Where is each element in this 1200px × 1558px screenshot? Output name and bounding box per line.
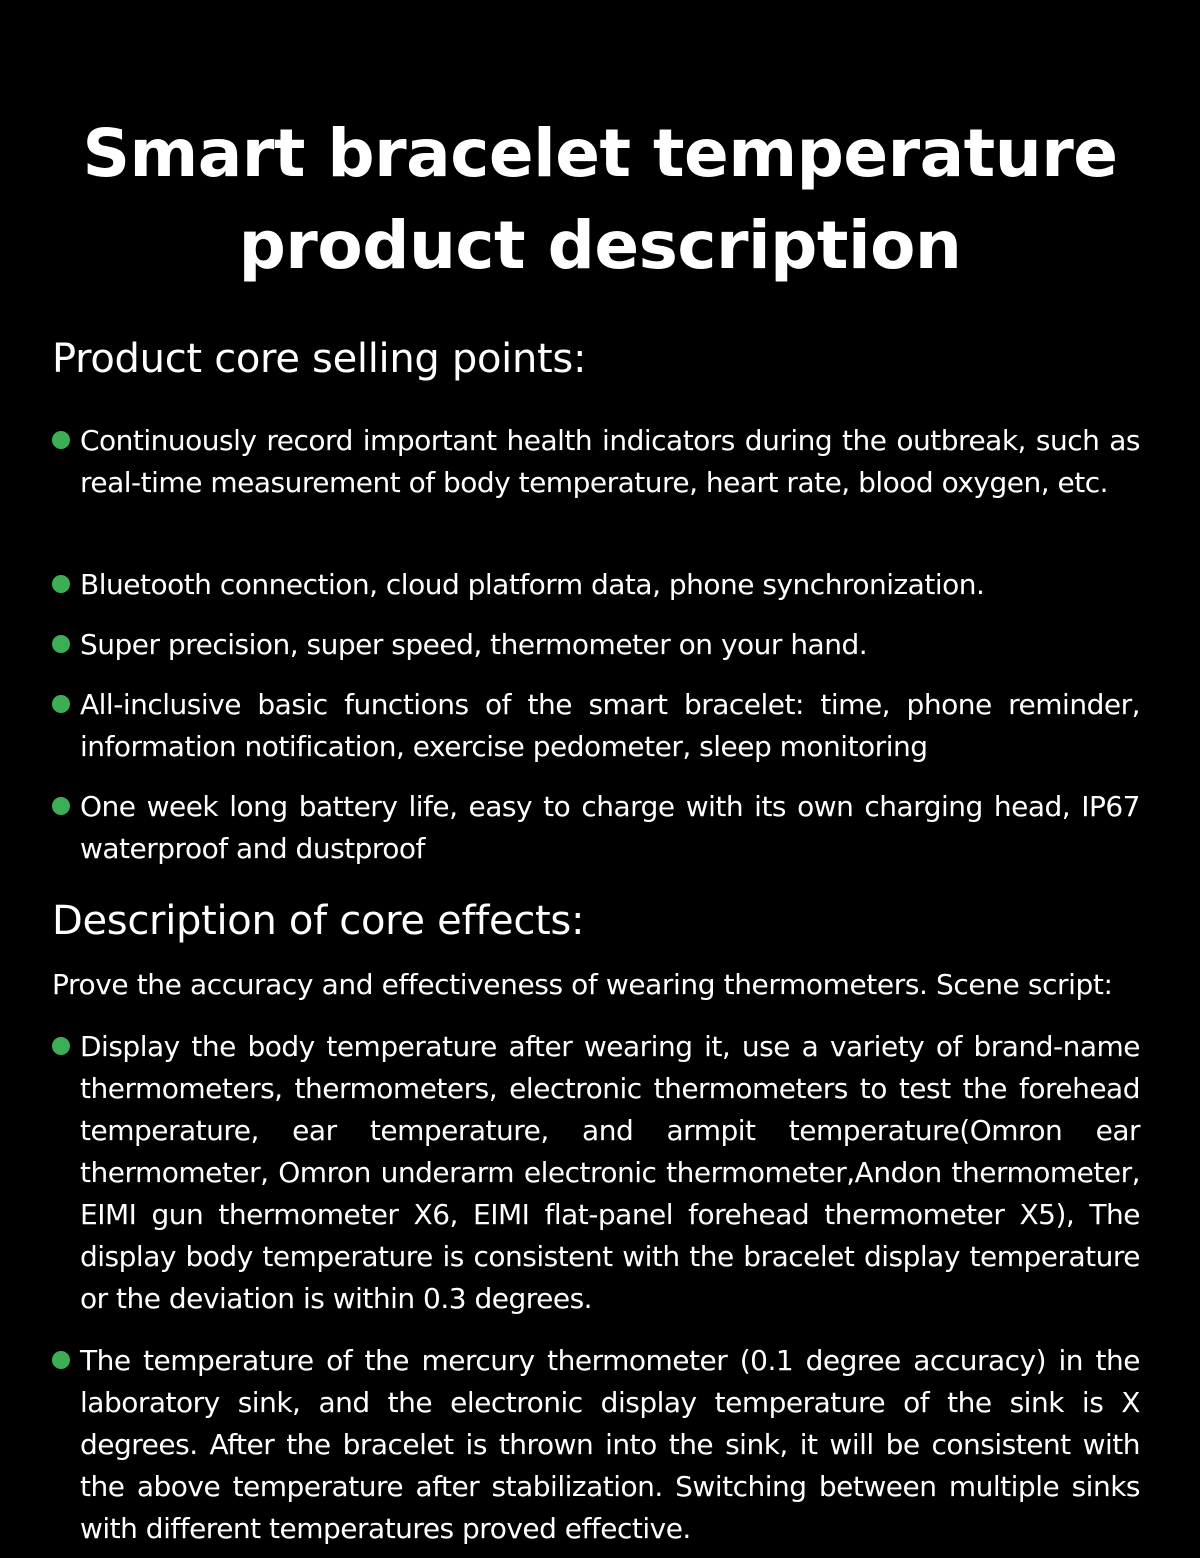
core-effect-item	[52, 1340, 1140, 1550]
section-heading-core-effects: Description of core effects:	[52, 898, 585, 944]
bullet-dot-icon	[52, 1351, 70, 1369]
bullet-dot-icon	[52, 797, 70, 815]
page-title-line-1: Smart bracelet temperature	[82, 115, 1118, 192]
selling-point-text: Bluetooth connection, cloud platform data, phone synchronization.	[80, 568, 985, 601]
selling-point-text: One week long battery life, easy to charge with its own charging head, IP67 waterproof and dustproof	[80, 790, 1140, 865]
bullet-dot-icon	[52, 1037, 70, 1055]
bullet-dot-icon	[52, 431, 70, 449]
core-effect-text: The temperature of the mercury thermometer (0.1 degree accuracy) in the laboratory sink, and the electronic display temperature of the sink is X degrees. After the bracelet is thrown into the sink, it will be consistent with the above temperature after stabilization. Switching between multiple sinks with different temperatures proved effective.	[80, 1344, 1140, 1545]
section-heading-selling-points: Product core selling points:	[52, 336, 587, 382]
page-title	[0, 108, 1200, 292]
selling-point-item	[52, 684, 1140, 768]
selling-point-text: All-inclusive basic functions of the smart bracelet: time, phone reminder, information notification, exercise pedometer, sleep monitoring	[80, 688, 1140, 763]
selling-point-item	[52, 564, 1140, 606]
core-effect-text: Display the body temperature after wearing it, use a variety of brand-name thermometers, thermometers, electronic thermometers to test the forehead temperature, ear temperature, and armpit temperature(Omron ear thermometer, Omron underarm electronic thermometer,Andon thermometer, EIMI gun thermometer X6, EIMI flat-panel forehead thermometer X5), The display body temperature is consistent with the bracelet display temperature or the deviation is within 0.3 degrees.	[80, 1030, 1140, 1315]
page-title-line-2: product description	[238, 207, 962, 284]
core-effect-item	[52, 1026, 1140, 1320]
bullet-dot-icon	[52, 695, 70, 713]
selling-point-text: Super precision, super speed, thermometer on your hand.	[80, 628, 868, 661]
selling-point-item	[52, 420, 1140, 504]
selling-point-text: Continuously record important health indicators during the outbreak, such as real-time measurement of body temperature, heart rate, blood oxygen, etc.	[80, 424, 1140, 499]
selling-point-item	[52, 624, 1140, 666]
selling-point-item	[52, 786, 1140, 870]
core-effects-intro: Prove the accuracy and effectiveness of wearing thermometers. Scene script:	[52, 968, 1113, 1001]
bullet-dot-icon	[52, 635, 70, 653]
bullet-dot-icon	[52, 575, 70, 593]
